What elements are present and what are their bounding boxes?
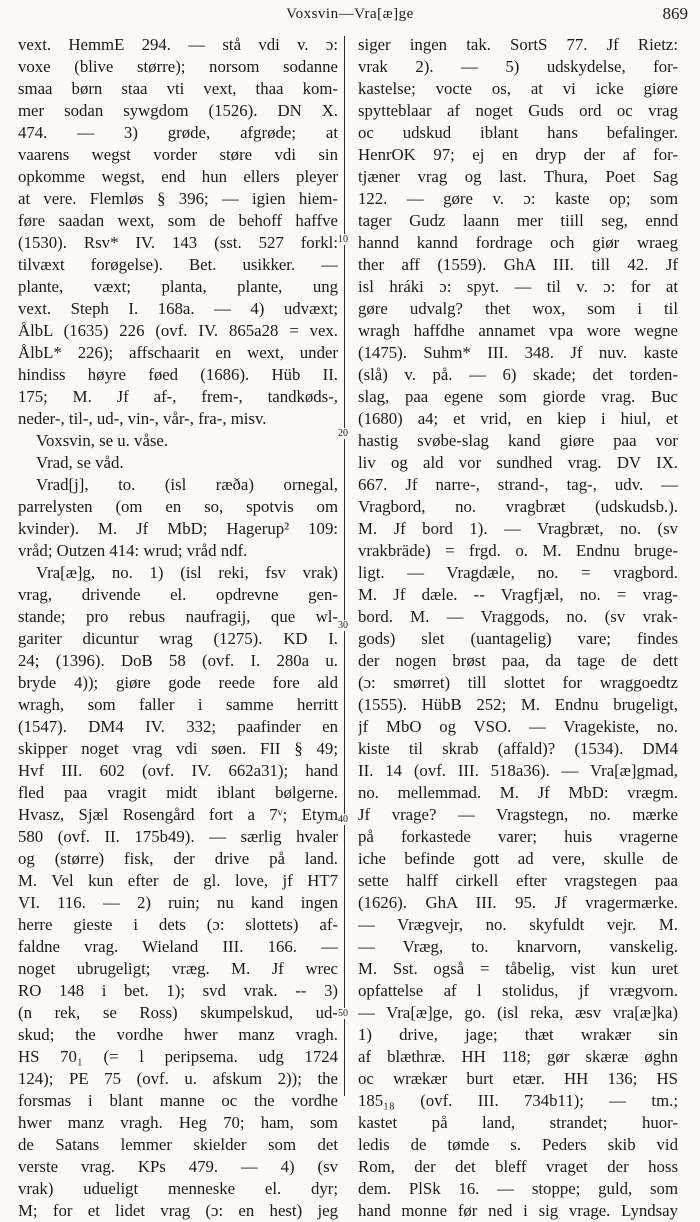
text-line: vaarens wegst vorder støre vdi sin xyxy=(18,145,338,164)
text-line: Hvasz, Sjæl Rosengård fort a 7ᵛ; Etym xyxy=(18,805,338,824)
text-line: Vrad, se våd. xyxy=(36,453,124,472)
text-line: Jf vrage? — Vragstegn, no. mærke xyxy=(358,805,678,824)
text-line: jf MbO og VSO. — Vragekiste, no. xyxy=(358,717,678,736)
text-line: Vragbord, no. vragbræt (udskudsb.). xyxy=(358,497,678,516)
text-line: (n rek, se Ross) skumpelskud, ud- xyxy=(18,1003,338,1022)
text-line: (1475). Suhm* III. 348. Jf nuv. kaste xyxy=(358,343,678,362)
text-line: de Satans lemmer skielder som det xyxy=(18,1135,338,1154)
text-line: opkomme wegst, end hun ellers pleyer xyxy=(18,167,338,186)
text-line: 122. — gøre v. ɔ: kaste op; som xyxy=(358,189,678,208)
text-line: voxe (blive større); norsom sodanne xyxy=(18,57,338,76)
text-line: Vra[æ]g, no. 1) (isl reki, fsv vrak) xyxy=(36,563,338,582)
text-line: vrag, drivende el. opdrevne gen- xyxy=(18,585,338,604)
text-line: isl hráki ɔ: spyt. — til v. ɔ: for at xyxy=(358,277,678,296)
text-line: vrak) udueligt menneske el. dyr; xyxy=(18,1179,338,1198)
text-line: vext. Steph I. 168a. — 4) udvæxt; xyxy=(18,299,338,318)
text-line: vråd; Outzen 414: wrud; vråd ndf. xyxy=(18,541,248,560)
text-line: sette halff cirkell efter vragstegen paa xyxy=(358,871,678,890)
text-line: Rom, der det bleff vraget der hoss xyxy=(358,1157,678,1176)
text-line: gøre udvalg? thet wox, som i til xyxy=(358,299,678,318)
text-line: at vere. Flemløs § 396; — igien hiem- xyxy=(18,189,338,208)
text-line: føre saadan wext, som de behoff haffve xyxy=(18,211,338,230)
text-line: forsmas i blant manne oc the vordhe xyxy=(18,1091,338,1110)
text-line: kastet på land, strandet; huor- xyxy=(358,1113,678,1132)
text-line: M. Jf dæle. -- Vragfjæl, no. = vrag- xyxy=(358,585,678,604)
text-line: II. 14 (ovf. III. 518a36). — Vra[æ]gmad, xyxy=(358,761,678,780)
text-line: HenrOK 97; ej en dryp der af for- xyxy=(358,145,678,164)
text-line: plante, væxt; planta, plante, ung xyxy=(18,277,338,296)
line-number-10: 10 xyxy=(334,234,352,245)
text-line: 24; (1396). DoB 58 (ovf. I. 280a u. xyxy=(18,651,338,670)
text-line: gariter dicuntur wrag (1275). KD I. xyxy=(18,629,338,648)
text-line: oc wrækær burt etær. HH 136; HS xyxy=(358,1069,678,1088)
text-line: ÅlbL (1635) 226 (ovf. IV. 865a28 = vex. xyxy=(18,321,338,340)
text-line: (ɔ: smørret) till slottet for wraggoedtz xyxy=(358,673,678,692)
text-line: Voxsvin, se u. våse. xyxy=(36,431,169,450)
text-line: 124); PE 75 (ovf. u. afskum 2)); the xyxy=(18,1069,338,1088)
line-number-30: 30 xyxy=(334,620,352,631)
text-line: — Vra[æ]ge, go. (isl reka, æsv vra[æ]ka) xyxy=(358,1003,678,1022)
text-line: — Vrægvejr, no. skyfuldt vejr. M. xyxy=(358,915,678,934)
text-line: dem. PlSk 16. — stoppe; guld, som xyxy=(358,1179,678,1198)
text-line: slag, paa egene som giorde vrag. Buc xyxy=(358,387,678,406)
text-line: (slå) v. på. — 6) skade; det torden- xyxy=(358,365,678,384)
text-line: neder-, til-, ud-, vin-, vår-, fra-, misv. xyxy=(18,409,267,428)
text-line: og (større) fisk, der drive på land. xyxy=(18,849,338,868)
text-line: 185₁₈ (ovf. III. 734b11); — tm.; xyxy=(358,1091,678,1110)
text-line: M. Vel kun efter de gl. love, jf HT7 xyxy=(18,871,338,890)
text-line: herre gieste i dets (ɔ: slottets) af- xyxy=(18,915,338,934)
text-line: ledis de tømde s. Peders skib vid xyxy=(358,1135,678,1154)
text-line: hindiss høyre føed (1686). Hüb II. xyxy=(18,365,338,384)
text-line: tager Gudz laann mer tiill seg, ennd xyxy=(358,211,678,230)
text-line: (1555). HübB 252; M. Endnu brugeligt, xyxy=(358,695,678,714)
text-line: tjæner vrag og last. Thura, Poet Sag xyxy=(358,167,678,186)
text-line: iche befinde gott ad vere, skulle de xyxy=(358,849,678,868)
text-line: bryde 4)); giøre gode reede fore ald xyxy=(18,673,338,692)
text-line: M; for et lidet vrag (ɔ: en hest) jeg xyxy=(18,1201,338,1220)
text-line: af blæthræ. HH 118; gør skæræ øghn xyxy=(358,1047,678,1066)
page-header xyxy=(0,0,700,34)
text-line: hand monne før ned i sig vrage. Lyndsay xyxy=(358,1201,678,1220)
text-line: vrakbräde) = frgd. o. M. Endnu bruge- xyxy=(358,541,678,560)
text-line: hastig svøbe-slag kand giøre paa vor xyxy=(358,431,678,450)
text-line: ligt. — Vragdæle, no. = vragbord. xyxy=(358,563,678,582)
text-line: parrelysten (om en so, spotvis om xyxy=(18,497,338,516)
text-line: bord. M. — Vraggods, no. (sv vrak- xyxy=(358,607,678,626)
text-line: RO 148 i bet. 1); svd vrak. -- 3) xyxy=(18,981,338,1000)
text-line: smaa børn staa vti vext, thaa kom- xyxy=(18,79,338,98)
text-line: 667. Jf narre-, strand-, tag-, udv. — xyxy=(358,475,678,494)
text-line: Hvf III. 602 (ovf. IV. 662a31); hand xyxy=(18,761,338,780)
text-line: der nogen brøst paa, da tage de dett xyxy=(358,651,678,670)
text-line: VI. 116. — 2) ruin; nu kand ingen xyxy=(18,893,338,912)
text-line: (1626). GhA III. 95. Jf vragermærke. xyxy=(358,893,678,912)
text-line: M. Sst. også = tåbelig, vist kun uret xyxy=(358,959,678,978)
text-line: ther aff (1559). GhA III. till 42. Jf xyxy=(358,255,678,274)
text-line: 175; M. Jf af-, frem-, tandkøds-, xyxy=(18,387,338,406)
text-line: — Vræg, to. knarvorn, vanskelig. xyxy=(358,937,678,956)
text-line: siger ingen tak. SortS 77. Jf Rietz: xyxy=(358,35,678,54)
text-line: wragh haffdhe annamet vpa wore wegne xyxy=(358,321,678,340)
line-number-50: 50 xyxy=(334,1008,352,1019)
text-line: 1) drive, jage; thæt wrakær sin xyxy=(358,1025,678,1044)
column-divider xyxy=(344,36,345,1096)
text-line: på forkastede varer; huis vragerne xyxy=(358,827,678,846)
text-line: wragh, som faller i samme herritt xyxy=(18,695,338,714)
text-line: skipper noget vrag vdi søen. FII § 49; xyxy=(18,739,338,758)
text-line: 474. — 3) grøde, afgrøde; at xyxy=(18,123,338,142)
text-line: hannd kannd fordrage och giør wraeg xyxy=(358,233,678,252)
text-line: fled paa vragit midt iblant bølgerne. xyxy=(18,783,338,802)
right-column xyxy=(358,34,678,1222)
text-line: ÅlbL* 226); affschaarit en wext, under xyxy=(18,343,338,362)
text-line: Vrad[j], to. (isl ræða) ornegal, xyxy=(36,475,338,494)
text-line: no. mellemmad. M. Jf MbD: vrægm. xyxy=(358,783,678,802)
text-line: opfattelse af l stolidus, jf vrægvorn. xyxy=(358,981,678,1000)
text-line: 580 (ovf. II. 175b49). — særlig hvaler xyxy=(18,827,338,846)
page-number: 869 xyxy=(662,4,688,23)
text-line: oc udskud iblant hans befalinger. xyxy=(358,123,678,142)
text-line: faldne vrag. Wieland III. 166. — xyxy=(18,937,338,956)
line-number-20: 20 xyxy=(334,428,352,439)
text-line: kastelse; vocte os, at vi icke giøre xyxy=(358,79,678,98)
text-line: vrak 2). — 5) udskydelse, for- xyxy=(358,57,678,76)
text-line: HS 70₁ (= l peripsema. udg 1724 xyxy=(18,1047,338,1066)
text-line: (1680) a4; et vrid, en kiep i hiul, et xyxy=(358,409,678,428)
text-line: stande; pro rebus naufragij, que wl- xyxy=(18,607,338,626)
running-head: Voxsvin—Vra[æ]ge xyxy=(286,6,414,22)
text-line: hwer manz vragh. Heg 70; ham, som xyxy=(18,1113,338,1132)
text-line: liv og ald vor sundhed vrag. DV IX. xyxy=(358,453,678,472)
left-column xyxy=(18,34,338,1222)
text-line: vext. HemmE 294. — stå vdi v. ɔ: xyxy=(18,35,338,54)
text-line: skud; the vordhe hwer manz vragh. xyxy=(18,1025,338,1044)
text-line: (1547). DM4 IV. 332; paafinder en xyxy=(18,717,338,736)
text-line: (1530). Rsv* IV. 143 (sst. 527 forkl: xyxy=(18,233,338,252)
text-line: M. Jf bord 1). — Vragbræt, no. (sv xyxy=(358,519,678,538)
text-line: verste vrag. KPs 479. — 4) (sv xyxy=(18,1157,338,1176)
text-line: gods) slet (uantagelig) vare; findes xyxy=(358,629,678,648)
text-line: noget ubrugeligt; vræg. M. Jf wrec xyxy=(18,959,338,978)
line-number-40: 40 xyxy=(334,814,352,825)
text-line: tilvæxt forøgelse). Bet. usikker. — xyxy=(18,255,338,274)
text-line: kvinder). M. Jf MbD; Hagerup² 109: xyxy=(18,519,338,538)
text-line: kiste til skrab (affald)? (1534). DM4 xyxy=(358,739,678,758)
text-line: spytteblaar af noget Guds ord oc vrag xyxy=(358,101,678,120)
text-line: mer sodan sywgdom (1526). DN X. xyxy=(18,101,338,120)
